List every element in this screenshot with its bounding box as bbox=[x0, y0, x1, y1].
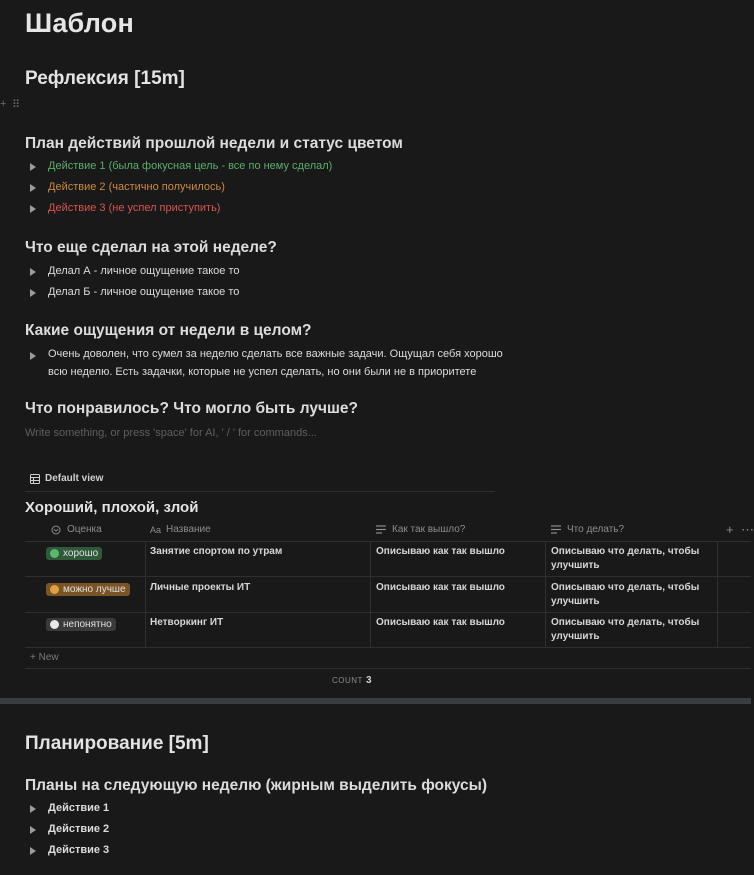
column-label-how: Как так вышло? bbox=[392, 524, 466, 535]
toggle-item[interactable] bbox=[30, 177, 332, 198]
table-row[interactable] bbox=[46, 616, 116, 634]
toggle-triangle-icon[interactable] bbox=[30, 156, 38, 177]
status-tag[interactable] bbox=[46, 583, 130, 596]
page-title: Шаблон bbox=[25, 8, 134, 38]
table-row-divider bbox=[25, 612, 751, 613]
toggle-item[interactable] bbox=[30, 282, 240, 303]
status-dot-icon bbox=[50, 620, 59, 629]
planning-heading: Планирование [5m] bbox=[25, 733, 209, 754]
text-property-icon bbox=[376, 525, 386, 534]
table-icon bbox=[30, 474, 40, 484]
row-todo-line: улучшить bbox=[551, 631, 600, 642]
done-item-1: Делал А - личное ощущение такое то bbox=[48, 265, 240, 277]
toggle-item[interactable] bbox=[30, 198, 332, 219]
plan-next-item-2: Действие 2 bbox=[48, 823, 110, 835]
row-how[interactable]: Описываю как так вышло bbox=[376, 617, 505, 628]
toggle-item[interactable] bbox=[30, 840, 109, 861]
toggle-triangle-icon[interactable] bbox=[30, 345, 38, 366]
status-tag-label: непонятно bbox=[63, 619, 112, 630]
feel-toggle[interactable] bbox=[30, 345, 503, 381]
toggle-triangle-icon[interactable] bbox=[30, 798, 38, 819]
plans-list bbox=[30, 798, 109, 861]
status-tag-label: можно лучше bbox=[63, 584, 126, 595]
status-dot-icon bbox=[50, 585, 59, 594]
empty-block-placeholder[interactable]: Write something, or press 'space' for AI, ' / ' for commands... bbox=[25, 427, 317, 439]
default-view-label: Default view bbox=[45, 473, 104, 484]
row-name[interactable]: Занятие спортом по утрам bbox=[150, 546, 283, 557]
toggle-item[interactable] bbox=[30, 819, 109, 840]
plans-heading: Планы на следующую неделю (жирным выделить фокусы) bbox=[25, 777, 488, 794]
plan-heading: План действий прошлой недели и статус цветом bbox=[25, 135, 403, 152]
view-tab-divider bbox=[25, 491, 495, 492]
toggle-triangle-icon[interactable] bbox=[30, 819, 38, 840]
plan-list bbox=[30, 156, 332, 219]
plan-next-item-1: Действие 1 bbox=[48, 802, 110, 814]
plan-next-item-3: Действие 3 bbox=[48, 844, 110, 856]
toggle-triangle-icon[interactable] bbox=[30, 840, 38, 861]
row-todo-line: Описываю что делать, чтобы bbox=[551, 546, 700, 557]
row-todo[interactable] bbox=[551, 545, 699, 573]
title-property-icon: Aa bbox=[150, 524, 162, 535]
new-row-button[interactable]: + New bbox=[30, 652, 59, 663]
drag-handle-icon[interactable]: ⠿ bbox=[12, 99, 21, 111]
table-col-divider bbox=[370, 541, 371, 647]
row-todo[interactable] bbox=[551, 616, 699, 644]
liked-heading: Что понравилось? Что могло быть лучше? bbox=[25, 400, 358, 417]
section-divider bbox=[0, 698, 751, 704]
toggle-triangle-icon[interactable] bbox=[30, 198, 38, 219]
status-tag[interactable] bbox=[46, 547, 102, 560]
toggle-item[interactable] bbox=[30, 798, 109, 819]
column-header-how[interactable] bbox=[376, 524, 465, 535]
count-summary[interactable] bbox=[332, 675, 372, 686]
table-row[interactable] bbox=[46, 545, 102, 563]
row-todo-line: Описываю что делать, чтобы bbox=[551, 582, 700, 593]
row-todo-line: улучшить bbox=[551, 596, 600, 607]
more-options-icon[interactable]: ⋯ bbox=[741, 522, 754, 537]
count-label: COUNT bbox=[332, 676, 363, 685]
table-row[interactable] bbox=[46, 581, 130, 599]
feel-line-2: всю неделю. Есть задачки, которые не успел сделать, но они были не в приоритете bbox=[48, 366, 477, 378]
toggle-triangle-icon[interactable] bbox=[30, 177, 38, 198]
toggle-item[interactable] bbox=[30, 261, 240, 282]
select-property-icon bbox=[51, 525, 61, 535]
column-header-rating[interactable] bbox=[51, 524, 102, 535]
plan-item-2: Действие 2 (частично получилось) bbox=[48, 181, 225, 193]
status-dot-icon bbox=[50, 549, 59, 558]
feel-line-1: Очень доволен, что сумел за неделю сделать все важные задачи. Ощущал себя хорошо bbox=[48, 348, 503, 360]
default-view-tab[interactable] bbox=[30, 473, 103, 484]
table-col-divider bbox=[145, 541, 146, 647]
table-row-divider bbox=[25, 576, 751, 577]
row-todo-line: улучшить bbox=[551, 560, 600, 571]
reflection-heading: Рефлексия [15m] bbox=[25, 68, 185, 89]
table-row-divider bbox=[25, 647, 751, 648]
column-label-rating: Оценка bbox=[67, 524, 102, 535]
column-header-todo[interactable] bbox=[551, 524, 624, 535]
feel-heading: Какие ощущения от недели в целом? bbox=[25, 322, 312, 339]
add-column-button[interactable]: + bbox=[726, 522, 734, 537]
status-tag-label: хорошо bbox=[63, 548, 99, 559]
plan-item-1: Действие 1 (была фокусная цель - все по нему сделал) bbox=[48, 160, 333, 172]
row-name[interactable]: Нетворкинг ИТ bbox=[150, 617, 224, 628]
table-col-divider bbox=[545, 541, 546, 647]
add-block-icon[interactable]: + bbox=[0, 98, 7, 110]
table-row-divider bbox=[25, 541, 751, 542]
column-label-todo: Что делать? bbox=[567, 524, 625, 535]
plan-item-3: Действие 3 (не успел приступить) bbox=[48, 202, 221, 214]
table-col-divider bbox=[717, 541, 718, 647]
row-name[interactable]: Личные проекты ИТ bbox=[150, 582, 251, 593]
row-todo[interactable] bbox=[551, 581, 699, 609]
column-label-name: Название bbox=[166, 524, 211, 535]
row-todo-line: Описываю что делать, чтобы bbox=[551, 617, 700, 628]
done-heading: Что еще сделал на этой неделе? bbox=[25, 239, 277, 256]
done-list bbox=[30, 261, 240, 303]
row-how[interactable]: Описываю как так вышло bbox=[376, 582, 505, 593]
toggle-triangle-icon[interactable] bbox=[30, 282, 38, 303]
status-tag[interactable] bbox=[46, 618, 116, 631]
database-title[interactable]: Хороший, плохой, злой bbox=[25, 499, 199, 516]
feel-text bbox=[48, 345, 503, 381]
column-header-name[interactable] bbox=[150, 524, 211, 535]
row-how[interactable]: Описываю как так вышло bbox=[376, 546, 505, 557]
table-row-divider bbox=[25, 668, 751, 669]
done-item-2: Делал Б - личное ощущение такое то bbox=[48, 286, 240, 298]
toggle-triangle-icon[interactable] bbox=[30, 261, 38, 282]
count-value: 3 bbox=[365, 675, 373, 686]
text-property-icon bbox=[551, 525, 561, 534]
toggle-item[interactable] bbox=[30, 156, 332, 177]
